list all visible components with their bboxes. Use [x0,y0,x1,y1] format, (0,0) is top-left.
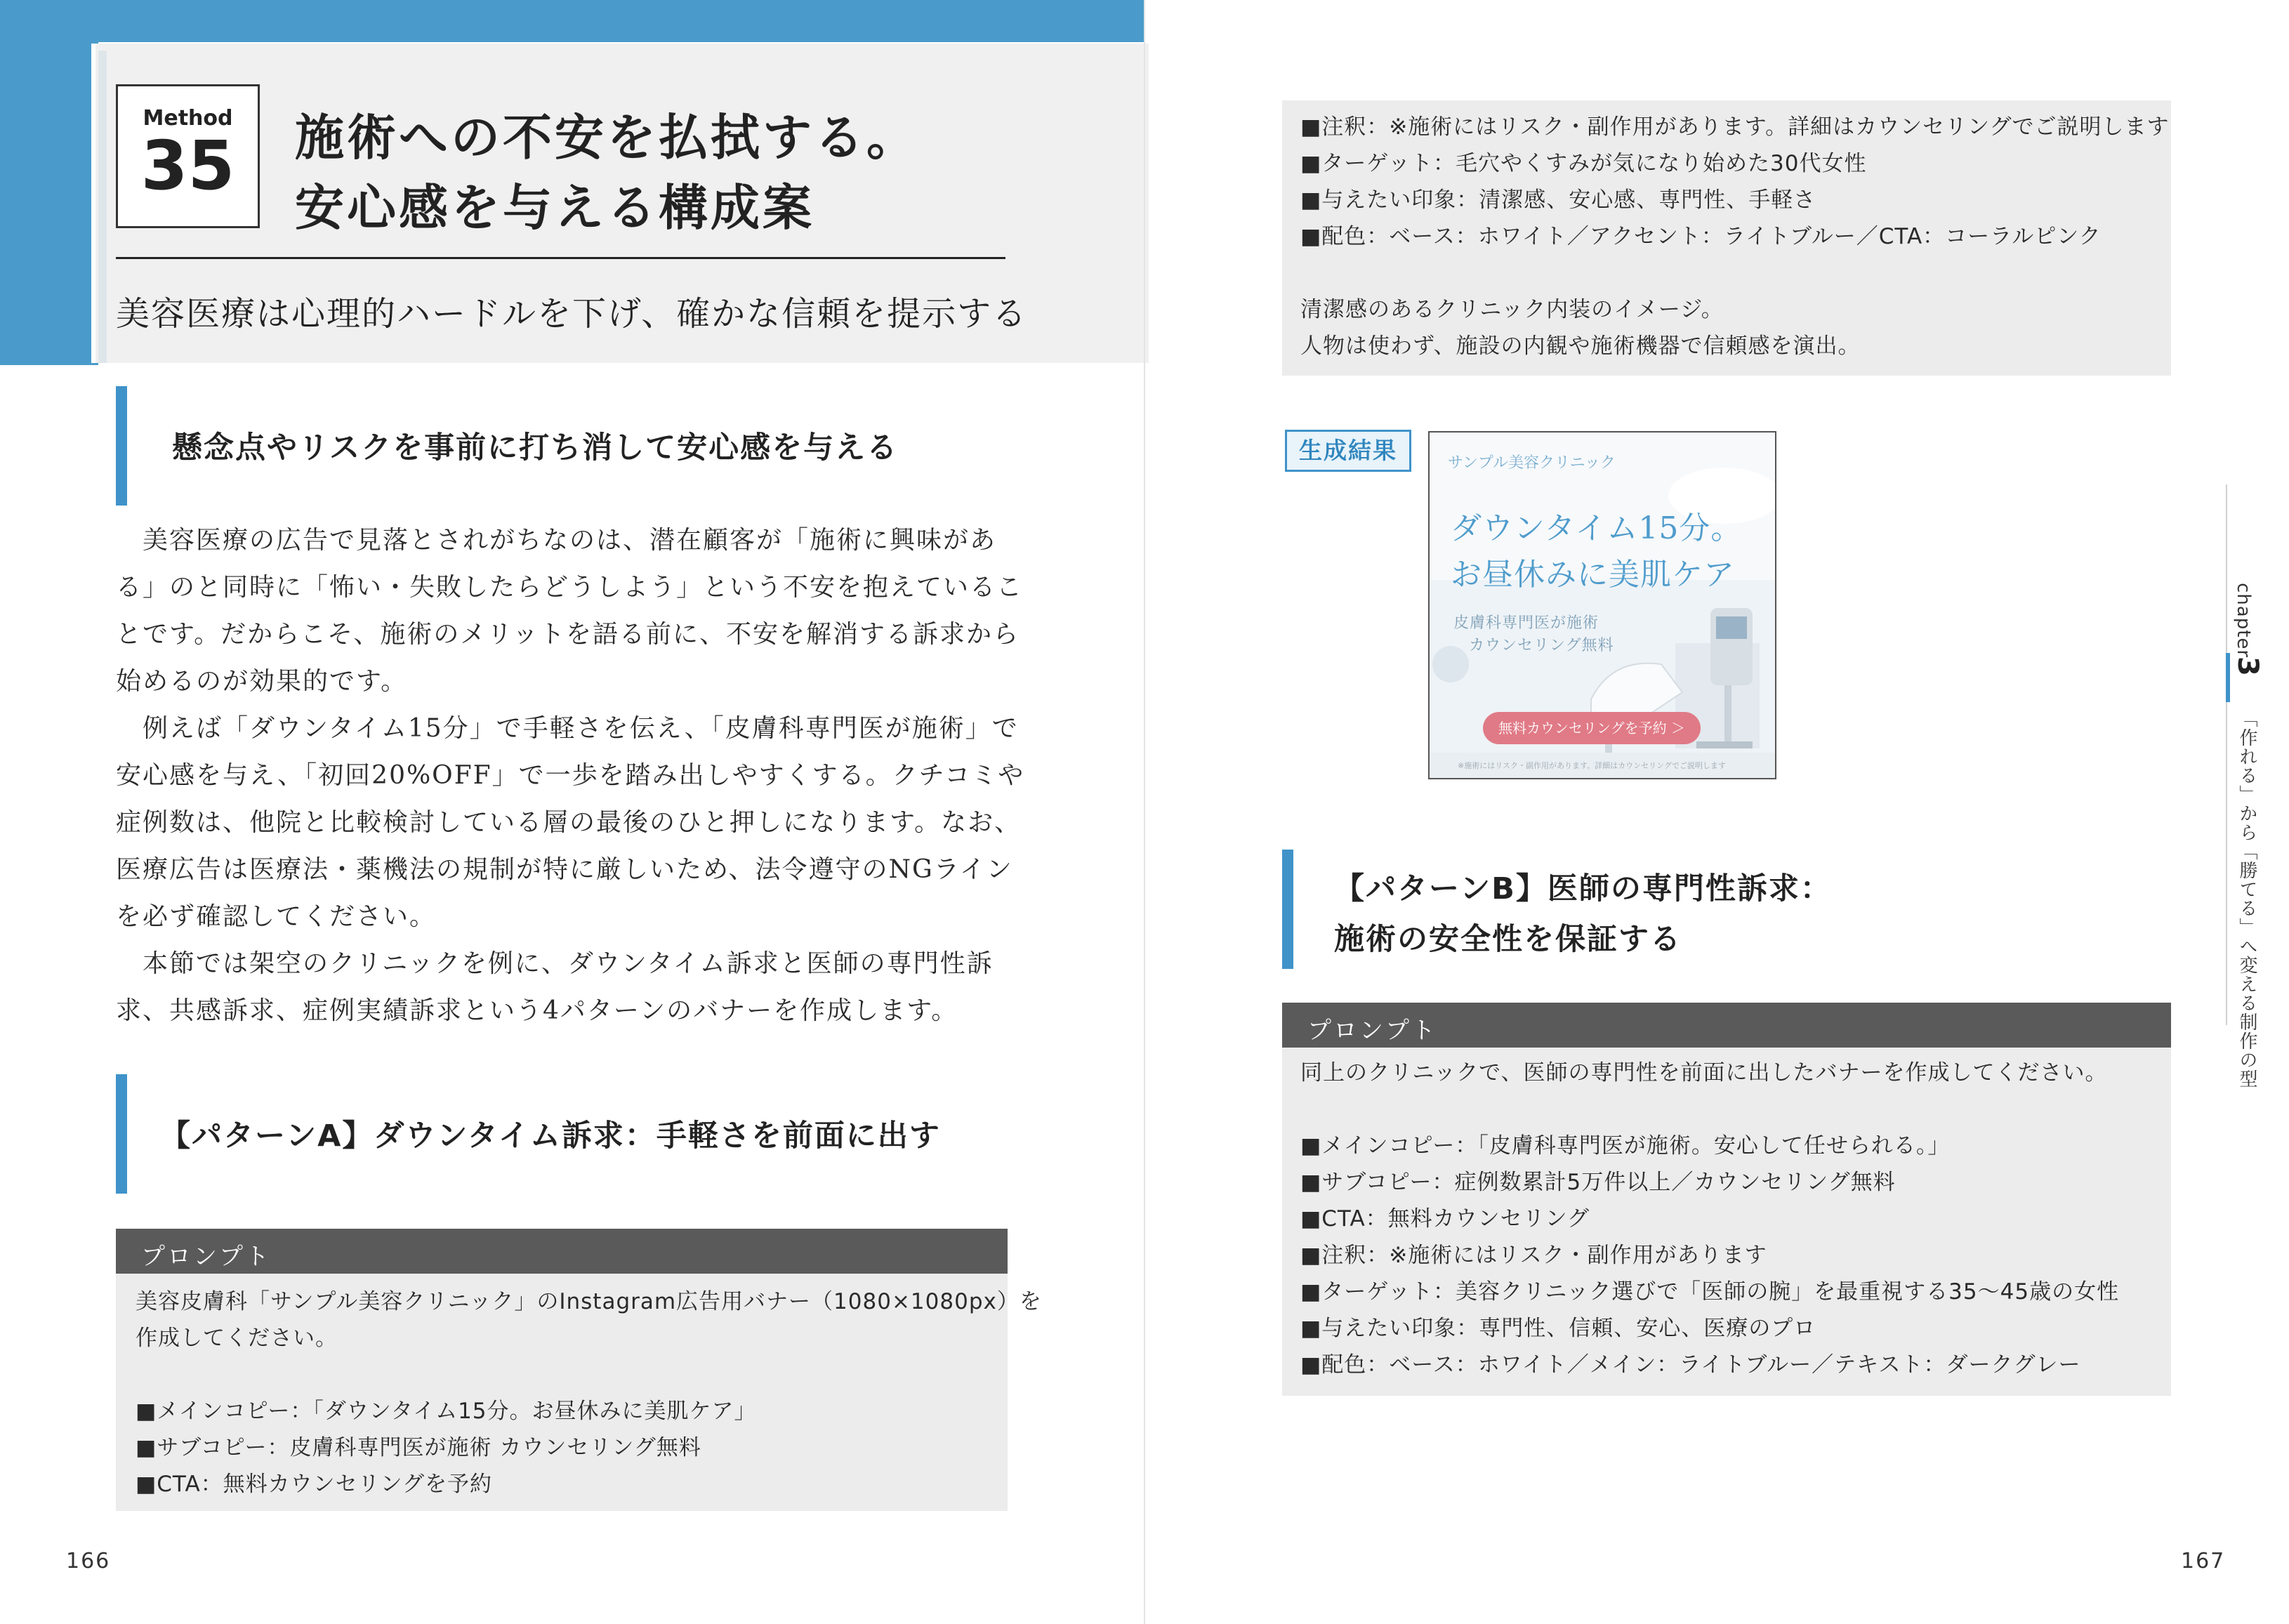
body-line: を必ず確認してください。 [116,902,437,931]
prompt-line: ■ターゲット：毛穴やくすみが気になり始めた30代女性 [1300,151,1867,176]
header-panel-edge [98,51,107,363]
generated-banner-image [1428,431,1776,779]
page-gutter [1144,0,1145,1624]
banner-sub-copy-line1: 皮膚科専門医が施術 [1453,614,1599,632]
body-line: 始めるのが効果的です。 [116,667,408,696]
body-line: 求、共感訴求、症例実績訴求という4パターンのバナーを作成します。 [116,996,958,1025]
prompt-box-continued [1282,100,2171,376]
body-line: 本節では架空のクリニックを例に、ダウンタイム訴求と医師の専門性訴 [116,949,994,978]
body-line: 症例数は、他院と比較検討している層の最後のひと押しになります。なお、 [116,808,1022,837]
body-line: 例えば「ダウンタイム15分」で手軽さを伝え、「皮膚科専門医が施術」で [116,714,1019,743]
method-badge [116,84,260,228]
prompt-line: ■注釈：※施術にはリスク・副作用があります。詳細はカウンセリングでご説明します [1300,114,2170,140]
prompt-line: ■ターゲット：美容クリニック選びで「医師の腕」を最重視する35〜45歳の女性 [1300,1279,2120,1305]
prompt-line: ■CTA：無料カウンセリングを予約 [136,1472,493,1497]
prompt-line: ■サブコピー：症例数累計5万件以上／カウンセリング無料 [1300,1170,1896,1195]
banner-logo: サンプル美容クリニック [1448,454,1616,472]
prompt-line: 人物は使わず、施設の内観や施術機器で信頼感を演出。 [1300,334,1861,359]
prompt-line [136,1356,1008,1393]
body-text [116,517,1025,1034]
page-title-line1: 施術への不安を払拭する。 [295,109,918,166]
prompt-line: 美容皮膚科「サンプル美容クリニック」のInstagram広告用バナー（1080×1080px）を [136,1289,1042,1314]
header-accent-band [0,0,1144,42]
banner-main-copy-line1: ダウンタイム15分。 [1451,510,1743,546]
prompt-line: 作成してください。 [136,1326,338,1351]
page-number: 167 [2181,1549,2226,1573]
prompt-line: ■メインコピー：「ダウンタイム15分。お昼休みに美肌ケア」 [136,1399,757,1424]
prompt-line [1300,255,2171,291]
result-badge: 生成結果 [1285,430,1411,472]
page-title-line2: 安心感を与える構成案 [295,179,814,237]
section-heading: 懸念点やリスクを事前に打ち消して安心感を与える [172,430,899,466]
prompt-line: ■与えたい印象：専門性、信頼、安心、医療のプロ [1300,1316,1816,1341]
banner-cta-button: 無料カウンセリングを予約 ＞ [1483,712,1701,744]
section-accent-bar [116,386,127,506]
section-accent-bar [1282,850,1293,969]
chapter-number: 3 [2231,656,2264,676]
prompt-line: ■与えたい印象：清潔感、安心感、専門性、手軽さ [1300,187,1816,213]
pattern-b-heading-line2: 施術の安全性を保証する [1334,922,1682,957]
header-divider [116,257,1005,259]
section-accent-bar [116,1074,127,1194]
prompt-header: プロンプト [1282,1003,2171,1048]
chapter-side-accent [2226,653,2230,702]
banner-disclaimer: ※施術にはリスク・副作用があります。詳細はカウンセリングでご説明します [1458,761,1726,770]
prompt-header: プロンプト [116,1229,1008,1274]
page-number: 166 [66,1549,111,1573]
prompt-line: 清潔感のあるクリニック内装のイメージ。 [1300,297,1724,322]
pattern-a-heading: 【パターンA】ダウンタイム訴求：手軽さを前面に出す [160,1118,941,1154]
header-accent-side [0,0,98,365]
chapter-title: 「作れる」から「勝てる」へ変える制作の型 [2236,709,2257,1088]
method-number: 35 [140,126,235,205]
prompt-line: ■配色：ベース：ホワイト／メイン：ライトブルー／テキスト：ダークグレー [1300,1352,2081,1378]
body-line: 美容医療の広告で見落とされがちなのは、潜在顧客が「施術に興味があ [116,526,997,555]
banner-sub-copy-line2: カウンセリング無料 [1469,637,1614,654]
prompt-line: ■配色：ベース：ホワイト／アクセント：ライトブルー／CTA：コーラルピンク [1300,224,2102,249]
body-line: る」のと同時に「怖い・失敗したらどうしよう」という不安を抱えているこ [116,573,1024,602]
prompt-line: ■メインコピー：「皮膚科専門医が施術。安心して任せられる。」 [1300,1133,1951,1158]
prompt-line [1300,1091,2171,1128]
banner-main-copy-line2: お昼休みに美肌ケア [1451,557,1735,593]
prompt-line: ■サブコピー：皮膚科専門医が施術 カウンセリング無料 [136,1435,701,1460]
prompt-box [1282,1048,2171,1396]
prompt-line: ■注釈：※施術にはリスク・副作用があります [1300,1243,1767,1268]
body-line: とです。だからこそ、施術のメリットを語る前に、不安を解消する訴求から [116,620,1020,649]
body-line: 安心感を与え、「初回20%OFF」で一歩を踏み出しやすくする。クチコミや [116,761,1025,790]
method-label: Method [143,106,233,131]
chapter-label: chapter [2233,583,2254,659]
prompt-box [116,1274,1042,1511]
chapter-side-rule [2226,484,2227,1025]
body-line: 医療広告は医療法・薬機法の規制が特に厳しいため、法令遵守のNGライン [116,855,1013,884]
prompt-line: 同上のクリニックで、医師の専門性を前面に出したバナーを作成してください。 [1300,1060,2108,1085]
prompt-line: ■CTA：無料カウンセリング [1300,1206,1590,1232]
page-subtitle: 美容医療は心理的ハードルを下げ、確かな信頼を提示する [116,294,1028,334]
pattern-b-heading-line1: 【パターンB】医師の専門性訴求： [1334,871,1832,906]
